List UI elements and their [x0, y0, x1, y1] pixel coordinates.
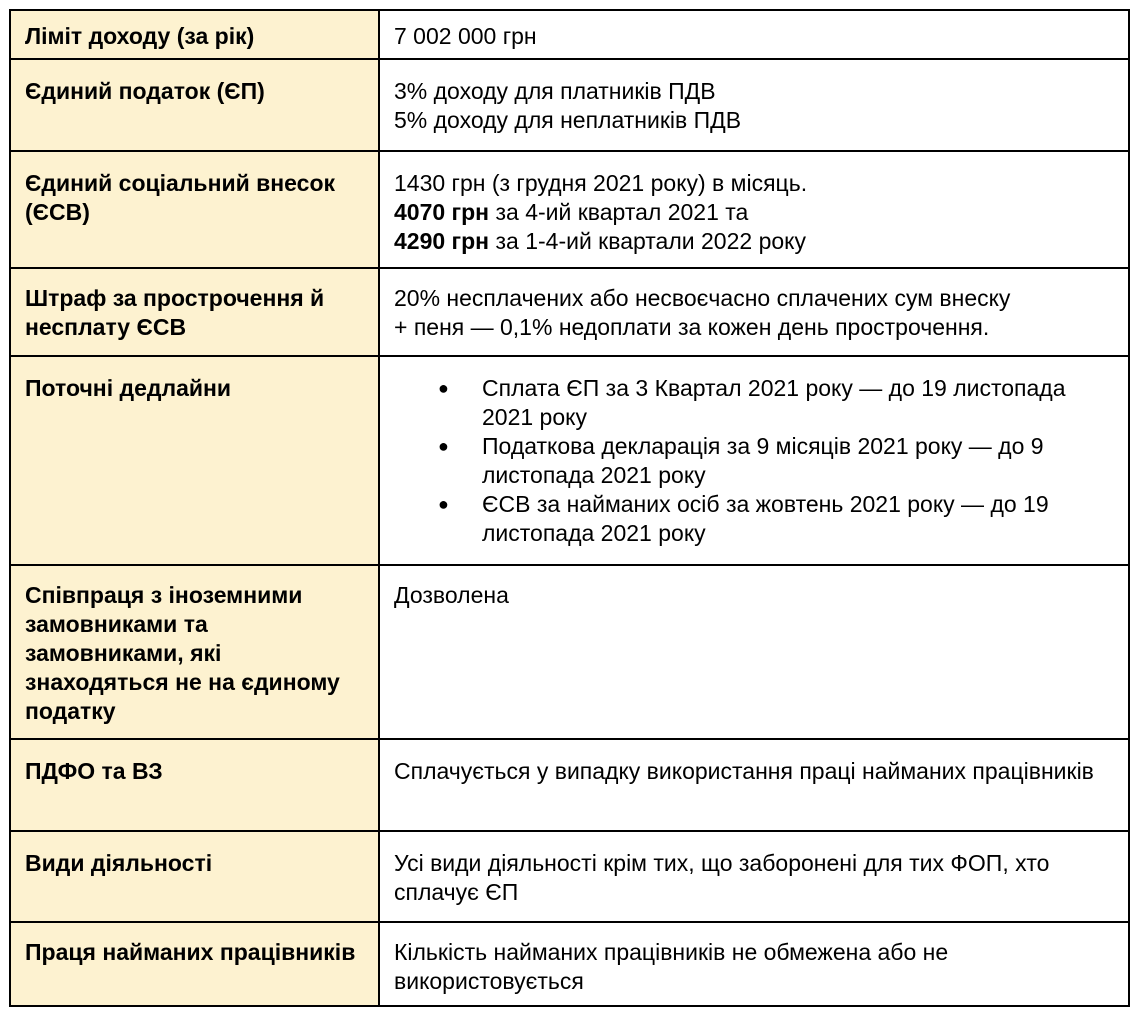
table-row	[10, 922, 1129, 1006]
table-row	[10, 268, 1129, 356]
row-value-cell	[379, 10, 1129, 59]
social-contribution-2022	[394, 227, 1114, 256]
row-value-cell	[379, 151, 1129, 268]
bullet-icon: ●	[438, 378, 449, 398]
social-contribution-q4-2021	[394, 198, 1114, 227]
row-label-cell	[10, 356, 379, 565]
list-item	[438, 490, 1114, 548]
row-value-cell	[379, 59, 1129, 151]
row-value-cell	[379, 922, 1129, 1006]
social-contribution-label: Єдиний соціальний внесок (ЄСВ)	[25, 170, 336, 225]
row-value-cell	[379, 356, 1129, 565]
table-row	[10, 10, 1129, 59]
activities-value: Усі види діяльності крім тих, що заборонені для тих ФОП, хто сплачує ЄП	[394, 850, 1050, 905]
row-value-cell	[379, 831, 1129, 922]
row-label-cell	[10, 565, 379, 739]
list-item	[438, 432, 1114, 490]
pit-value: Сплачується у випадку використання праці найманих працівників	[394, 758, 1094, 784]
employees-value: Кількість найманих працівників не обмежена або не використовується	[394, 939, 949, 994]
income-limit-label: Ліміт доходу (за рік)	[25, 23, 255, 49]
row-value-cell	[379, 268, 1129, 356]
table-row	[10, 831, 1129, 922]
amount-q4-2021: 4070 грн	[394, 199, 490, 225]
pit-label: ПДФО та ВЗ	[25, 758, 163, 784]
activities-label: Види діяльності	[25, 850, 213, 876]
single-tax-vat-payers: 3% доходу для платників ПДВ	[394, 78, 716, 104]
row-value-cell	[379, 739, 1129, 831]
deadline-text: Сплата ЄП за 3 Квартал 2021 року — до 19 листопада 2021 року	[482, 375, 1066, 430]
employees-label: Праця найманих працівників	[25, 939, 356, 965]
penalty-label: Штраф за прострочення й несплату ЄСВ	[25, 285, 325, 340]
income-limit-value: 7 002 000 грн	[394, 23, 537, 49]
list-item	[438, 374, 1114, 432]
row-label-cell	[10, 268, 379, 356]
row-value-cell	[379, 565, 1129, 739]
penalty-rate: 20% несплачених або несвоєчасно сплачених сум внеску	[394, 285, 1011, 311]
deadlines-list	[394, 374, 1114, 548]
single-tax-non-vat-payers: 5% доходу для неплатників ПДВ	[394, 107, 742, 133]
tax-info-table	[9, 9, 1130, 1007]
bullet-icon: ●	[438, 436, 449, 456]
foreign-clients-label: Співпраця з іноземними замовниками та замовниками, які знаходяться не на єдиному податку	[25, 582, 340, 724]
period-2022: за 1-4-ий квартали 2022 року	[489, 228, 806, 254]
table-row	[10, 356, 1129, 565]
row-label-cell	[10, 10, 379, 59]
row-label-cell	[10, 739, 379, 831]
row-label-cell	[10, 831, 379, 922]
period-q4-2021: за 4-ий квартал 2021 та	[489, 199, 749, 225]
table-row	[10, 739, 1129, 831]
row-label-cell	[10, 151, 379, 268]
social-contribution-monthly: 1430 грн (з грудня 2021 року) в місяць.	[394, 170, 808, 196]
table-row	[10, 59, 1129, 151]
deadlines-label: Поточні дедлайни	[25, 375, 232, 401]
single-tax-label: Єдиний податок (ЄП)	[25, 78, 265, 104]
amount-2022: 4290 грн	[394, 228, 490, 254]
foreign-clients-value: Дозволена	[394, 582, 509, 608]
deadline-text: ЄСВ за найманих осіб за жовтень 2021 року — до 19 листопада 2021 року	[482, 491, 1049, 546]
bullet-icon: ●	[438, 494, 449, 514]
table-row	[10, 151, 1129, 268]
row-label-cell	[10, 922, 379, 1006]
penalty-fine: + пеня — 0,1% недоплати за кожен день прострочення.	[394, 314, 990, 340]
deadline-text: Податкова декларація за 9 місяців 2021 року — до 9 листопада 2021 року	[482, 433, 1044, 488]
row-label-cell	[10, 59, 379, 151]
table-row	[10, 565, 1129, 739]
